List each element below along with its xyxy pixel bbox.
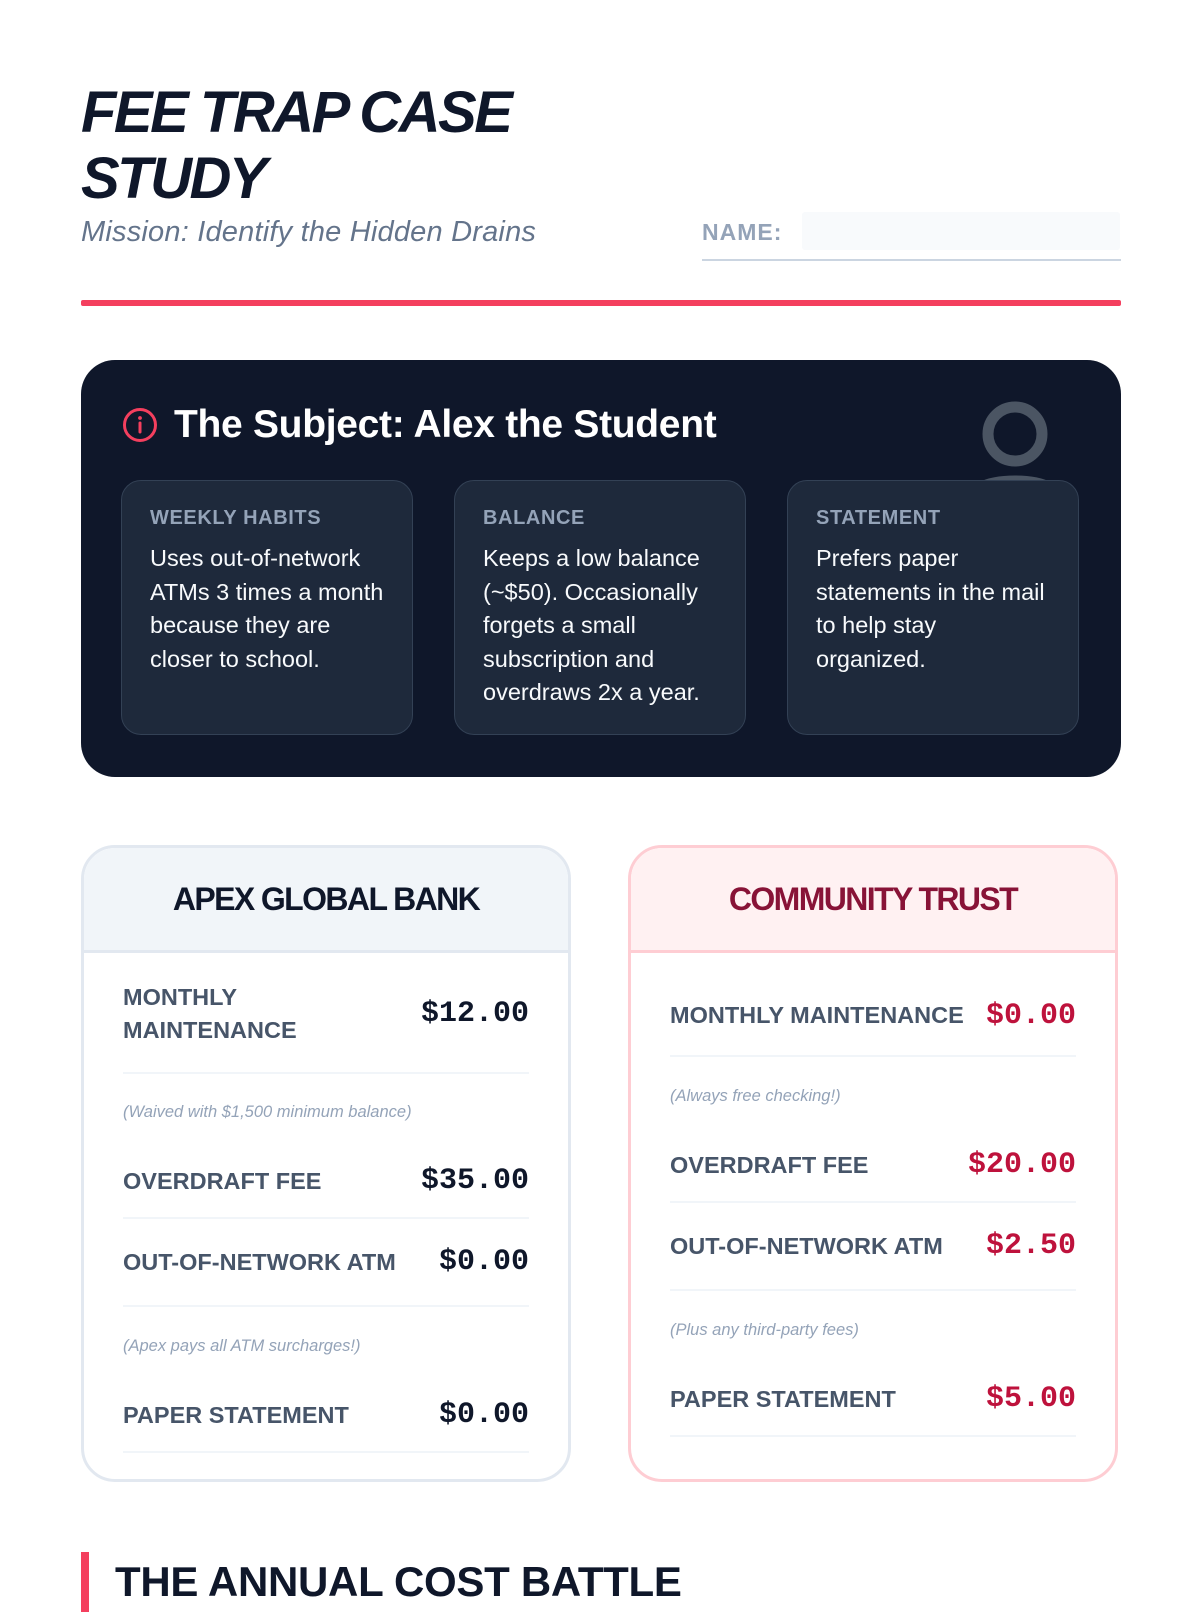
- habit-text: Uses out-of-network ATMs 3 times a month because they are closer to school.: [150, 545, 384, 672]
- fee-row-atm: [670, 1203, 1076, 1291]
- fee-amount: $20.00: [967, 1148, 1076, 1182]
- habit-card-weekly: [121, 480, 413, 735]
- habit-label: WEEKLY HABITS: [150, 507, 322, 529]
- fee-row-atm: [123, 1219, 529, 1307]
- fee-name: MONTHLY MAINTENANCE: [670, 1002, 964, 1028]
- fee-amount: $2.50: [985, 1229, 1076, 1263]
- habit-card-statement: [787, 480, 1079, 735]
- fee-name: MONTHLY MAINTENANCE: [123, 984, 297, 1043]
- fee-name: OUT-OF-NETWORK ATM: [670, 1232, 943, 1259]
- fee-name: PAPER STATEMENT: [670, 1385, 896, 1412]
- habit-text: Keeps a low balance (~$50). Occasionally forgets a small subscription and overdraws 2x a year.: [483, 545, 700, 705]
- fee-amount: $5.00: [985, 1382, 1076, 1416]
- fee-note: (Always free checking!): [670, 1087, 841, 1105]
- fee-row-overdraft: [123, 1122, 529, 1219]
- worksheet-page: [81, 0, 1121, 1605]
- fee-name: PAPER STATEMENT: [123, 1401, 349, 1428]
- fee-row-paper-statement: [123, 1356, 529, 1453]
- habit-label: BALANCE: [483, 507, 585, 529]
- fee-note: (Apex pays all ATM surcharges!): [123, 1337, 361, 1355]
- section-heading-annual-cost: THE ANNUAL COST BATTLE: [81, 1552, 682, 1612]
- fee-list: [631, 953, 1115, 1437]
- fee-note: (Plus any third-party fees): [670, 1321, 859, 1339]
- fee-amount: $0.00: [438, 1398, 529, 1432]
- name-field-wrapper: [702, 212, 1121, 261]
- fee-note: (Waived with $1,500 minimum balance): [123, 1103, 412, 1121]
- header-divider: [81, 300, 1121, 306]
- fee-amount: $35.00: [420, 1164, 529, 1198]
- bank-name: COMMUNITY TRUST: [631, 848, 1115, 953]
- fee-amount: $12.00: [420, 997, 529, 1031]
- habit-text: Prefers paper statements in the mail to help stay organized.: [816, 545, 1045, 672]
- bank-card-community-trust: [628, 845, 1118, 1482]
- bank-card-apex: [81, 845, 571, 1482]
- subject-title: The Subject: Alex the Student: [174, 403, 717, 446]
- fee-list: [84, 953, 568, 1453]
- subject-card: [81, 360, 1121, 777]
- fee-row-overdraft: [670, 1106, 1076, 1203]
- fee-row-monthly-maintenance: [670, 953, 1076, 1057]
- page-subtitle: Mission: Identify the Hidden Drains: [81, 216, 537, 248]
- subject-header: [122, 400, 716, 450]
- fee-amount: $0.00: [985, 998, 1076, 1033]
- bank-name: APEX GLOBAL BANK: [84, 848, 568, 953]
- habit-card-balance: [454, 480, 746, 735]
- fee-row-paper-statement: [670, 1340, 1076, 1437]
- fee-amount: $0.00: [438, 1245, 529, 1279]
- info-icon: [122, 407, 158, 443]
- fee-name: OVERDRAFT FEE: [670, 1151, 869, 1178]
- name-input[interactable]: [802, 212, 1120, 250]
- fee-row-monthly-maintenance: [123, 953, 529, 1074]
- page-title: FEE TRAP CASE STUDY: [81, 80, 511, 211]
- fee-name: OUT-OF-NETWORK ATM: [123, 1248, 396, 1275]
- habit-label: STATEMENT: [816, 507, 941, 529]
- fee-name: OVERDRAFT FEE: [123, 1167, 322, 1194]
- name-label: NAME:: [702, 219, 783, 245]
